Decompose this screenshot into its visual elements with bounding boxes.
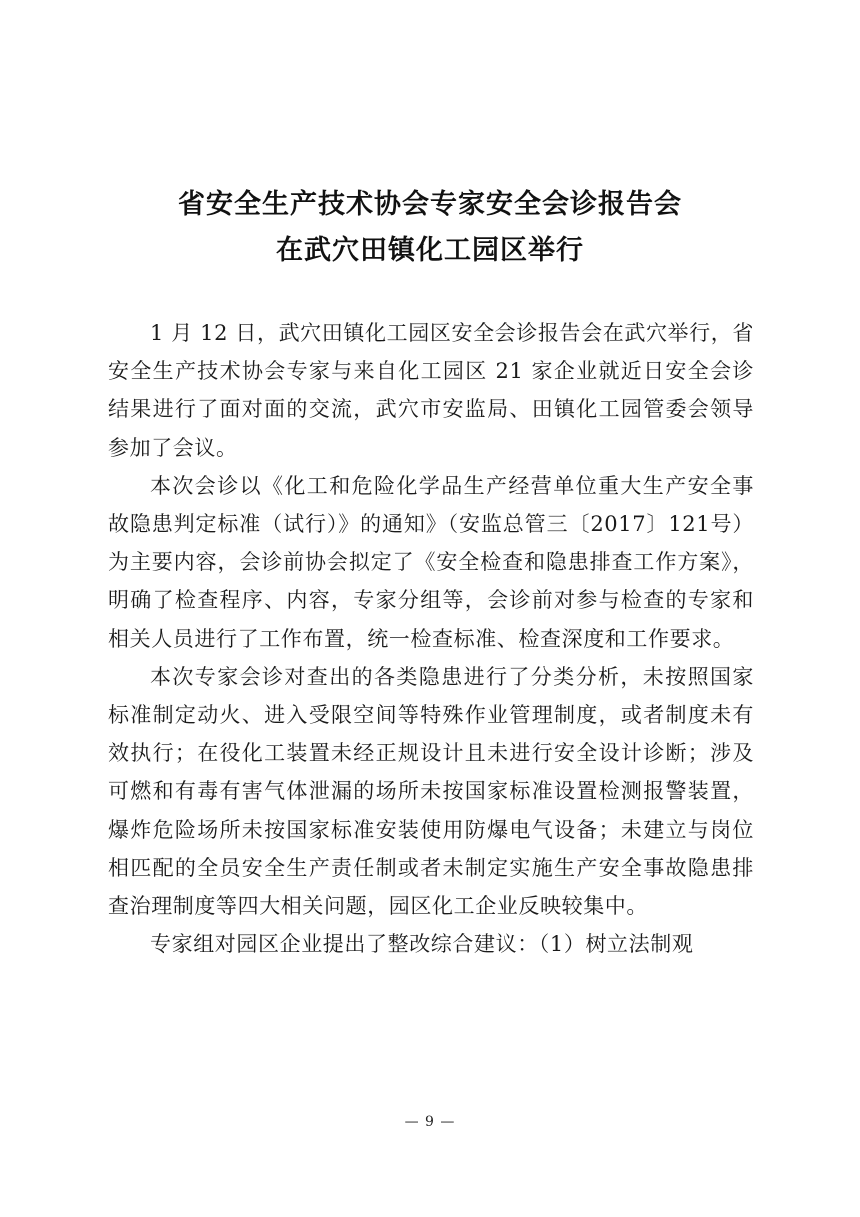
paragraph-3: 本次专家会诊对查出的各类隐患进行了分类分析，未按照国家标准制定动火、进入受限空间等特殊作业管理制度，或者制度未有效执行；在役化工装置未经正规设计且未进行安全设计诊断；涉及可燃和有毒有害气体泄漏的场所未按国家标准设置检测报警装置，爆炸危险场所未按国家标准安装使用防爆电气设备；未建立与岗位相匹配的全员安全生产责任制或者未制定实施生产安全事故隐患排查治理制度等四大相关问题，园区化工企业反映较集中。 (108, 664, 754, 919)
paragraph-1: 1 月 12 日，武穴田镇化工园区安全会诊报告会在武穴举行，省安全生产技术协会专家与来自化工园区 21 家企业就近日安全会诊结果进行了面对面的交流，武穴市安监局、田镇化工园管委会领导参加了会议。 (108, 321, 754, 460)
title-line-2: 在武穴田镇化工园区举行 (276, 235, 584, 266)
page-number: — 9 — (404, 1114, 456, 1130)
paragraph-4: 专家组对园区企业提出了整改综合建议：（1）树立法制观 (150, 932, 694, 957)
paragraph-2: 本次会诊以《化工和危险化学品生产经营单位重大生产安全事故隐患判定标准（试行）》的通知》（安监总管三〔2017〕121号）为主要内容，会诊前协会拟定了《安全检查和隐患排查工作方案》，明确了检查程序、内容，专家分组等，会诊前对参与检查的专家和相关人员进行了工作布置，统一检查标准、检查深度和工作要求。 (108, 473, 754, 651)
title-line-1: 省安全生产技术协会专家安全会诊报告会 (178, 189, 682, 220)
document-title (0, 182, 860, 274)
document-body (108, 314, 754, 963)
